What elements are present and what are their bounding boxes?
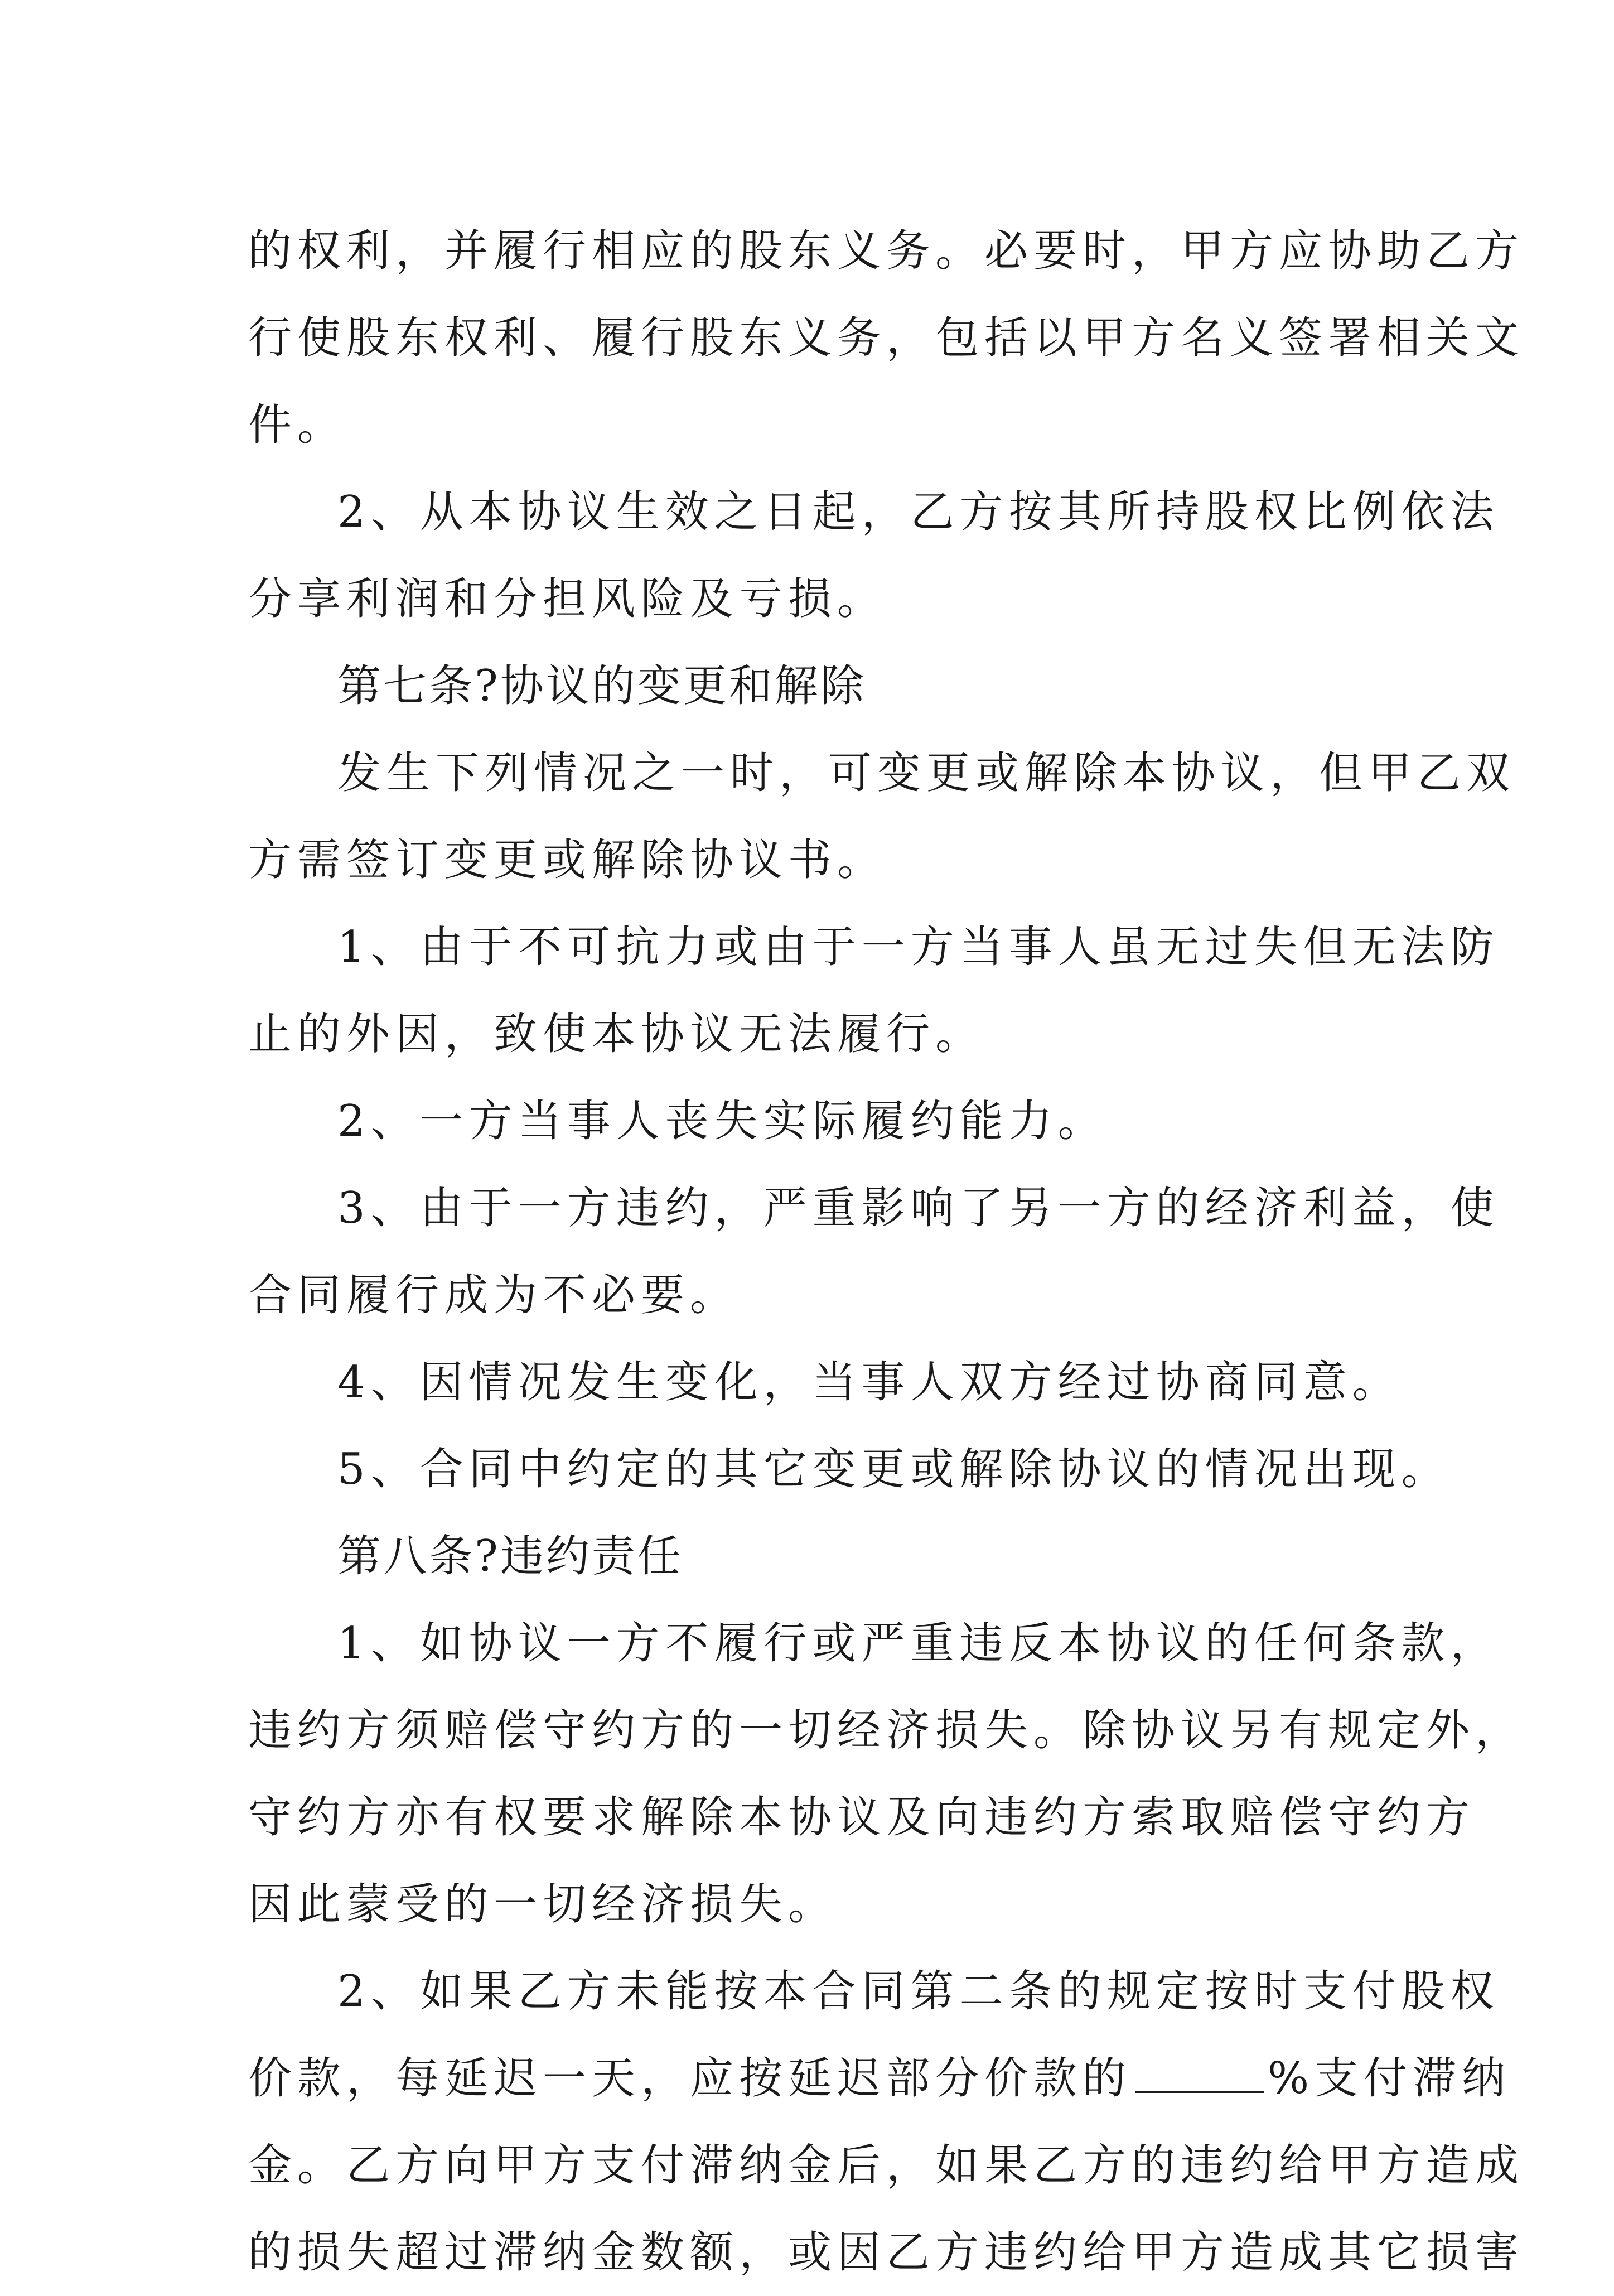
body-line: 止的外因，致使本协议无法履行。 xyxy=(248,1009,985,1059)
body-line: 守约方亦有权要求解除本协议及向违约方索取赔偿守约方 xyxy=(248,1792,1476,1842)
clause-item: 2、如果乙方未能按本合同第二条的规定按时支付股权 xyxy=(337,1966,1500,2017)
body-line: 件。 xyxy=(248,400,347,450)
section-heading: 第八条?违约责任 xyxy=(337,1531,683,1581)
clause-item: 3、由于一方违约，严重影响了另一方的经济利益，使 xyxy=(337,1183,1500,1233)
body-line: 合同履行成为不必要。 xyxy=(248,1270,740,1320)
body-line: 行使股东权利、履行股东义务，包括以甲方名义签署相关文 xyxy=(248,313,1525,363)
clause-item: 1、由于不可抗力或由于一方当事人虽无过失但无法防 xyxy=(337,922,1500,972)
clause-item: 2、从本协议生效之日起，乙方按其所持股权比例依法 xyxy=(337,487,1500,537)
body-line: 的损失超过滞纳金数额，或因乙方违约给甲方造成其它损害 xyxy=(248,2227,1525,2278)
clause-item: 4、因情况发生变化，当事人双方经过协商同意。 xyxy=(337,1357,1402,1407)
clause-item: 2、一方当事人丧失实际履约能力。 xyxy=(337,1096,1107,1146)
body-line-with-blank xyxy=(248,2035,1511,2122)
clause-item: 5、合同中约定的其它变更或解除协议的情况出现。 xyxy=(337,1444,1451,1494)
text-before-blank: 价款，每延迟一天，应按延迟部分价款的 xyxy=(248,2053,1132,2104)
body-line: 金。乙方向甲方支付滞纳金后，如果乙方的违约给甲方造成 xyxy=(248,2140,1525,2191)
body-line: 因此蒙受的一切经济损失。 xyxy=(248,1879,838,1930)
document-body xyxy=(248,208,1525,2296)
section-heading: 第七条?协议的变更和解除 xyxy=(337,661,866,711)
body-line: 违约方须赔偿守约方的一切经济损失。除协议另有规定外， xyxy=(248,1705,1525,1755)
paragraph-start: 发生下列情况之一时，可变更或解除本协议，但甲乙双 xyxy=(337,748,1516,798)
text-after-blank: %支付滞纳 xyxy=(1268,2053,1511,2104)
body-line: 的权利，并履行相应的股东义务。必要时，甲方应协助乙方 xyxy=(248,226,1525,276)
clause-item: 1、如协议一方不履行或严重违反本协议的任何条款， xyxy=(337,1618,1500,1668)
body-line: 方需签订变更或解除协议书。 xyxy=(248,835,887,885)
fill-in-blank xyxy=(1135,2057,1264,2093)
body-line: 分享利润和分担风险及亏损。 xyxy=(248,574,887,624)
